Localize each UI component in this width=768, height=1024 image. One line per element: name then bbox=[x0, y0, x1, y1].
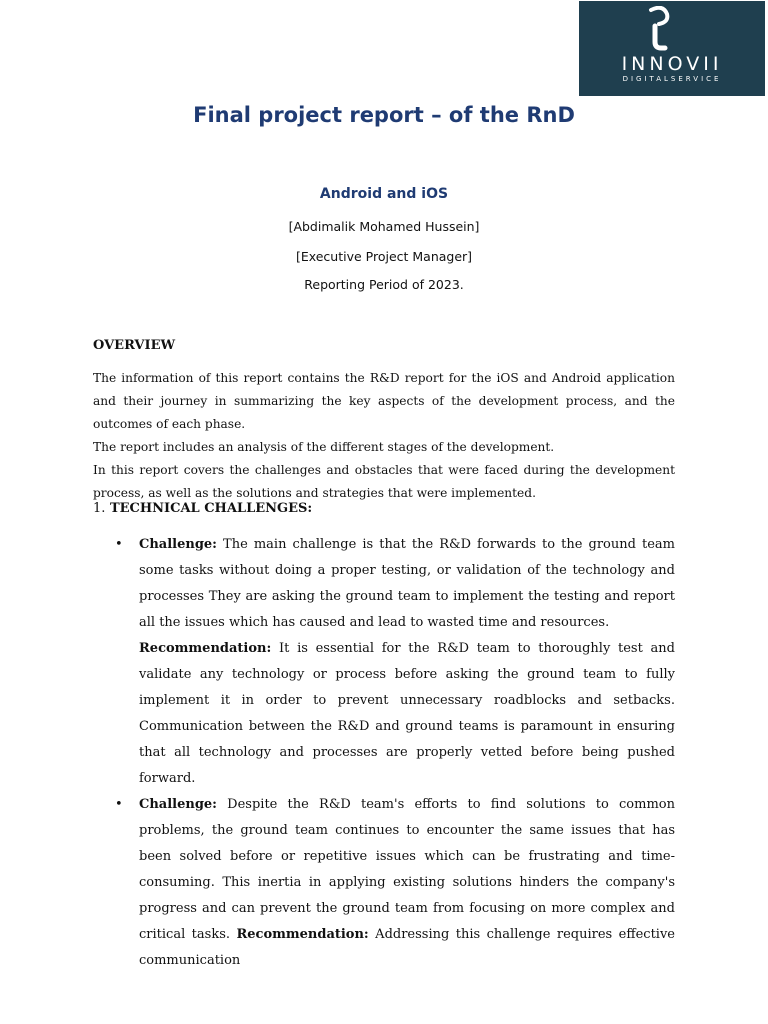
list-item bbox=[93, 532, 675, 792]
innovii-logo-icon bbox=[645, 6, 675, 52]
overview-paragraph: The report includes an analysis of the different stages of the development. bbox=[93, 440, 555, 454]
overview-body bbox=[93, 367, 675, 505]
section-heading bbox=[93, 501, 312, 516]
challenge-text: Despite the R&D team's efforts to find solutions to common problems, the ground team continues to encounter the same issues that has been solved before or repetitive issues which can be frustrating and time-consuming. This inertia in applying existing solutions hinders the company's progress and can prevent the ground team from focusing on more complex and critical tasks. bbox=[139, 797, 675, 942]
overview-heading: OVERVIEW bbox=[93, 338, 176, 353]
overview-paragraph: In this report covers the challenges and obstacles that were faced during the development process, as well as the solutions and strategies that were implemented. bbox=[93, 463, 675, 500]
challenge-label: Challenge: bbox=[139, 537, 217, 552]
challenge-paragraph bbox=[139, 532, 675, 636]
logo-tagline: DIGITALSERVICE bbox=[622, 75, 722, 83]
author-name: [Abdimalik Mohamed Hussein] bbox=[288, 219, 480, 234]
bullet-icon: • bbox=[115, 797, 123, 812]
section-number: 1. bbox=[93, 501, 106, 516]
recommendation-paragraph bbox=[139, 636, 675, 792]
recommendation-text: It is essential for the R&D team to thoroughly test and validate any technology or process before asking the ground team to fully implement it in order to prevent unnecessary roadblocks and setbacks. Communication between the R&D and ground teams is paramount in ensuring that all technology and processes are properly vetted before being pushed forward. bbox=[139, 641, 675, 786]
list-item bbox=[93, 792, 675, 974]
recommendation-text: Addressing this challenge requires effective communication bbox=[139, 927, 675, 968]
challenge-text: The main challenge is that the R&D forwards to the ground team some tasks without doing a proper testing, or validation of the technology and processes They are asking the ground team to implement the testing and report all the issues which has caused and lead to wasted time and resources. bbox=[139, 537, 675, 630]
report-subtitle: Android and iOS bbox=[319, 186, 449, 202]
bullet-icon: • bbox=[115, 537, 123, 552]
challenge-list bbox=[93, 532, 675, 974]
challenge-label: Challenge: bbox=[139, 797, 217, 812]
author-role: [Executive Project Manager] bbox=[295, 249, 473, 264]
company-logo bbox=[579, 1, 765, 96]
challenge-paragraph bbox=[139, 792, 675, 974]
report-title: Final project report – of the RnD bbox=[193, 103, 575, 127]
reporting-period: Reporting Period of 2023. bbox=[304, 277, 464, 292]
recommendation-label: Recommendation: bbox=[139, 641, 272, 656]
overview-paragraph: The information of this report contains the R&D report for the iOS and Android application and their journey in summarizing the key aspects of the development process, and the outcomes of each phase. bbox=[93, 371, 675, 431]
section-title: TECHNICAL CHALLENGES: bbox=[109, 501, 313, 516]
recommendation-label: Recommendation: bbox=[236, 927, 369, 942]
logo-name: INNOVII bbox=[621, 53, 723, 75]
